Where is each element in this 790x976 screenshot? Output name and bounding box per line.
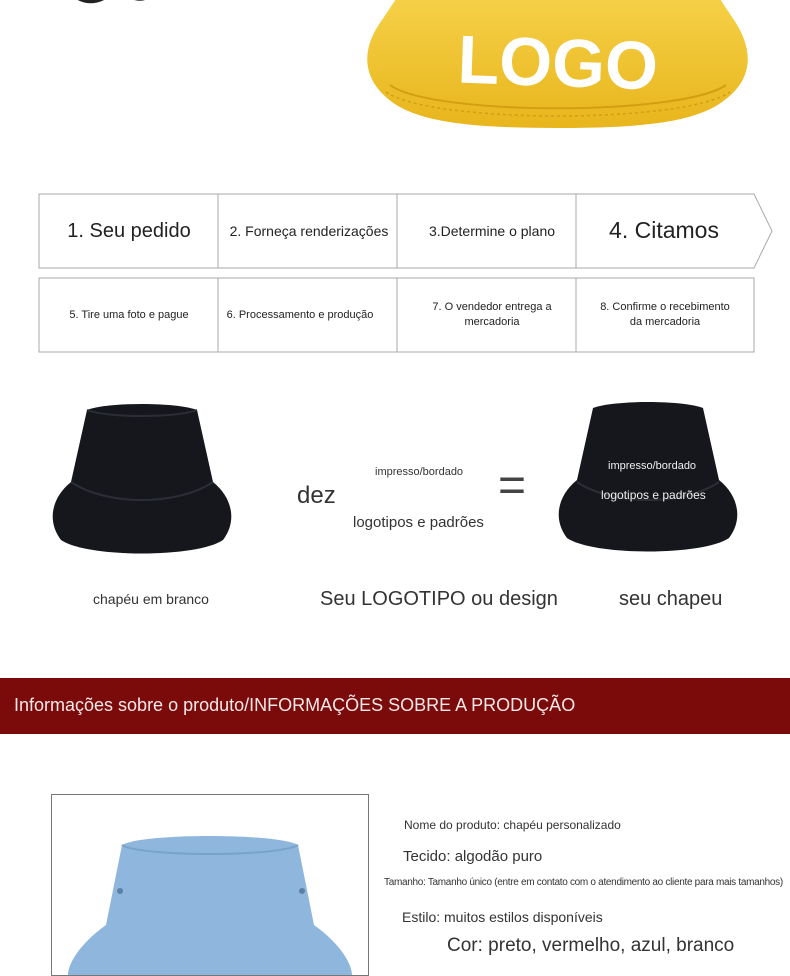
blank-hat-label: chapéu em branco xyxy=(93,591,209,607)
process-step-3-label: 3.Determine o plano xyxy=(428,222,556,239)
banner-title: Informações sobre o produto/INFORMAÇÕES SOBRE A PRODUÇÃO xyxy=(14,695,576,715)
process-step-3 xyxy=(397,194,577,268)
printed-label: impresso/bordado xyxy=(375,466,464,478)
process-step-4-label: 4. Citamos xyxy=(609,217,719,244)
spec-style: Estilo: muitos estilos disponíveis xyxy=(402,909,603,925)
top-logo-fragment xyxy=(60,0,330,4)
process-step-4 xyxy=(576,194,754,268)
custom-black-hat-image xyxy=(553,400,743,560)
process-step-6 xyxy=(218,278,398,352)
yellow-bucket-hat-image xyxy=(362,0,754,132)
process-step-1-label: 1. Seu pedido xyxy=(67,219,191,242)
blank-black-hat-image xyxy=(47,402,237,562)
process-step-6-label: 6. Processamento e produção xyxy=(226,308,374,321)
logos-label: logotipos e padrões xyxy=(353,514,484,531)
design-label: Seu LOGOTIPO ou design xyxy=(320,588,558,610)
result-hat-label: seu chapeu xyxy=(619,588,723,610)
spec-fabric: Tecido: algodão puro xyxy=(403,848,543,865)
spec-color: Cor: preto, vermelho, azul, branco xyxy=(447,935,735,956)
spec-size: Tamanho: Tamanho único (entre em contato com o atendimento ao cliente para mais tamanhos) xyxy=(384,877,783,888)
blue-hat-product-photo xyxy=(51,794,369,976)
spec-product-name: Nome do produto: chapéu personalizado xyxy=(404,818,621,832)
process-step-5 xyxy=(39,278,219,352)
process-step-5-label: 5. Tire uma foto e pague xyxy=(69,308,189,321)
process-step-7 xyxy=(397,278,577,352)
process-step-2 xyxy=(218,194,398,268)
hero-logo-text: LOGO xyxy=(456,21,660,105)
word-dez: dez xyxy=(297,482,336,509)
process-step-7-label: 7. O vendedor entrega a mercadoria xyxy=(432,301,552,328)
result-printed-label: impresso/bordado xyxy=(608,460,697,472)
process-step-8 xyxy=(576,278,754,352)
process-step-2-label: 2. Forneça renderizações xyxy=(229,222,389,239)
process-step-8-label: 8. Confirme o recebimento da mercadoria xyxy=(600,301,730,328)
process-step-1 xyxy=(39,194,219,268)
equals-sign: = xyxy=(498,459,527,512)
product-info-banner xyxy=(0,678,790,734)
result-logos-label: logotipos e padrões xyxy=(601,488,706,502)
